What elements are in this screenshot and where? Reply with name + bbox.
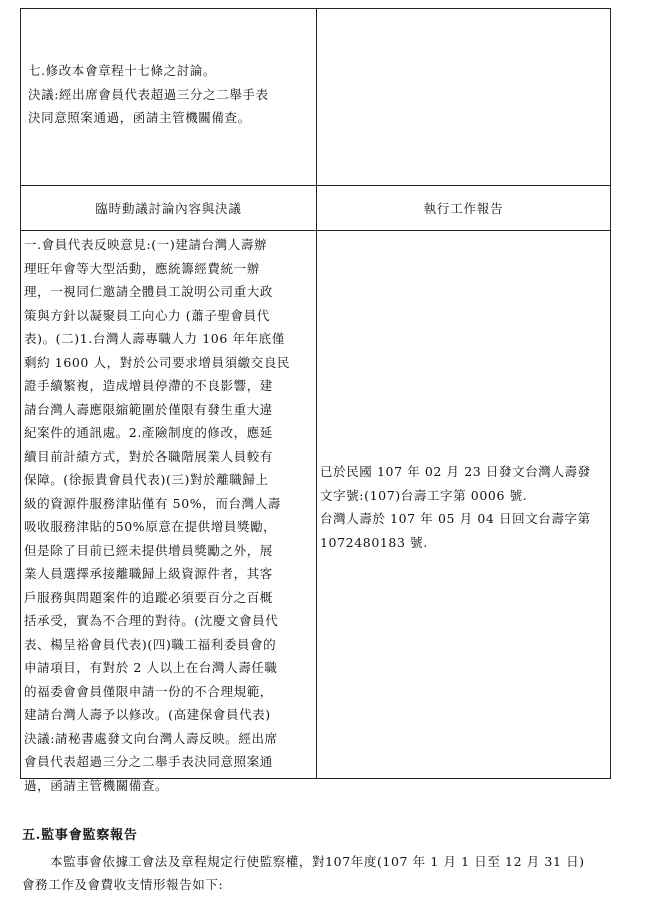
- motion-line: 級的資源件服務津貼僅有 50%，而台灣人壽: [24, 495, 281, 511]
- motion-line: 會員代表超過三分之二舉手表決同意照案通: [24, 754, 273, 769]
- motion-line: 業人員選擇承接離職歸上級資源件者，其客: [24, 566, 273, 581]
- motion-line: 表)。(二)1.台灣人壽專職人力 106 年年底僅: [24, 331, 285, 346]
- motion-line: 續目前計績方式，對於各職階展業人員較有: [24, 448, 273, 464]
- table-right-border: [610, 8, 611, 779]
- execution-line: 文字號:(107)台壽工字第 0006 號.: [320, 487, 528, 503]
- execution-line: 1072480183 號.: [320, 534, 428, 550]
- motion-line: 請台灣人壽應限縮範圍於僅限有發生重大違: [24, 401, 273, 417]
- execution-line: 已於民國 107 年 02 月 23 日發文台灣人壽發: [320, 464, 591, 479]
- motion-line: 一.會員代表反映意見:(一)建請台灣人壽辦: [24, 237, 268, 252]
- execution-line: 台灣人壽於 107 年 05 月 04 日回文台壽字第: [320, 511, 591, 526]
- motion-line: 過，函請主管機關備查。: [24, 777, 169, 793]
- table-left-border: [20, 8, 21, 779]
- table-middle-border: [316, 8, 317, 779]
- previous-item-line: 決同意照案通過，函請主管機關備查。: [28, 110, 251, 125]
- motion-line: 策與方針以凝聚員工向心力 (蕭子聖會員代: [24, 307, 270, 323]
- motion-line: 理，一視同仁邀請全體員工說明公司重大政: [24, 284, 273, 299]
- motion-line: 保障。(徐振貴會員代表)(三)對於離職歸上: [24, 472, 269, 487]
- motion-line: 建請台灣人壽予以修改。(高建保會員代表): [24, 707, 271, 722]
- motion-line: 理旺年會等大型活動，應統籌經費統一辦: [24, 260, 260, 276]
- motion-line: 表、楊呈裕會員代表)(四)職工福利委員會的: [24, 636, 277, 652]
- previous-item-line: 七.修改本會章程十七條之討論。: [28, 63, 216, 78]
- motion-line: 戶服務與問題案件的追蹤必須要百分之百概: [24, 589, 273, 605]
- motion-line: 但是除了目前已經未提供增員獎勵之外，展: [24, 542, 273, 558]
- motion-body-cell: [24, 233, 314, 797]
- motion-line: 紀案件的通訊處。2.產險制度的修改，應延: [24, 425, 273, 440]
- paragraph-line: 會務工作及會費收支情形報告如下:: [22, 877, 224, 892]
- motion-line: 證手續繁複，造成增員停滯的不良影響，建: [24, 378, 273, 393]
- motion-line: 吸收服務津貼的50%原意在提供增員獎勵，: [24, 519, 277, 534]
- execution-report-cell: [320, 460, 610, 554]
- paragraph-line: 本監事會依據工會法及章程規定行使監察權，對107年度(107 年 1 月 1 日至 12 月 31 日): [50, 854, 585, 869]
- previous-item-cell: [28, 59, 313, 130]
- motion-line: 的福委會會員僅限申請一份的不合理規範，: [24, 683, 273, 699]
- previous-item-line: 決議:經出席會員代表超過三分之二舉手表: [28, 86, 269, 102]
- motion-line: 括承受，實為不合理的對待。(沈慶文會員代: [24, 613, 279, 628]
- header-motion-discussion: 臨時動議討論內容與決議: [95, 201, 242, 216]
- section-title: 五.監事會監察報告: [22, 828, 138, 843]
- motion-line: 決議:請秘書處發文向台灣人壽反映。經出席: [24, 730, 278, 746]
- motion-line: 申請項目，有對於 2 人以上在台灣人壽任職: [24, 660, 278, 675]
- section-paragraph: [22, 850, 642, 896]
- header-execution-report: 執行工作報告: [423, 201, 504, 216]
- motion-line: 剩約 1600 人，對於公司要求增員須繳交良民: [24, 354, 291, 370]
